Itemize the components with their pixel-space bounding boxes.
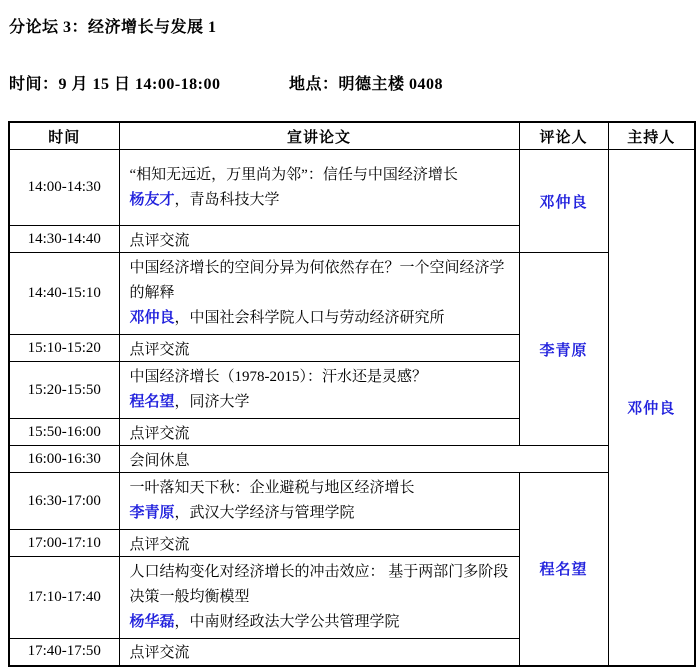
paper-author-line — [130, 390, 511, 415]
paper-cell — [119, 473, 519, 530]
session-time — [9, 76, 221, 93]
session-location — [289, 76, 443, 93]
paper-cell — [119, 253, 519, 335]
col-header-paper: 宣讲论文 — [119, 122, 519, 150]
paper-author: 李青原 — [129, 505, 175, 521]
paper-author-line — [130, 610, 511, 635]
paper-title: “相知无远近，万里尚为邻”：信任与中国经济增长 — [129, 166, 458, 183]
paper-author: 邓仲良 — [129, 310, 175, 326]
table-row — [9, 150, 695, 226]
paper-cell — [119, 362, 519, 419]
break-cell: 会间休息 — [119, 446, 608, 473]
paper-author-line — [130, 501, 511, 526]
paper-author: 程名望 — [129, 394, 175, 410]
time-cell: 14:40-15:10 — [9, 253, 119, 335]
col-header-host: 主持人 — [608, 122, 695, 150]
session-info — [9, 71, 692, 94]
time-label: 时间： — [9, 76, 59, 93]
activity-cell: 点评交流 — [119, 419, 519, 446]
location-value: 明德主楼 0408 — [338, 76, 444, 93]
paper-author: 杨友才 — [129, 191, 175, 208]
table-row — [9, 446, 695, 473]
paper-affiliation: ，青岛科技大学 — [174, 191, 280, 208]
time-cell: 17:00-17:10 — [9, 530, 119, 557]
paper-affiliation: ，武汉大学经济与管理学院 — [174, 505, 355, 521]
time-cell: 14:00-14:30 — [9, 150, 119, 226]
reviewer-cell: 李青原 — [519, 253, 608, 446]
paper-author-line — [130, 306, 511, 331]
host-cell: 邓仲良 — [608, 150, 695, 666]
time-cell: 15:50-16:00 — [9, 419, 119, 446]
table-row — [9, 253, 695, 335]
paper-title: 一叶落知天下秋：企业避税与地区经济增长 — [129, 480, 415, 496]
paper-author-line — [130, 188, 511, 213]
reviewer-cell: 程名望 — [519, 473, 608, 666]
paper-affiliation: ，同济大学 — [174, 394, 250, 410]
paper-affiliation: ，中国社会科学院人口与劳动经济研究所 — [174, 310, 445, 326]
forum-title: 分论坛 3：经济增长与发展 1 — [9, 19, 217, 36]
activity-cell: 点评交流 — [119, 530, 519, 557]
paper-title: 人口结构变化对经济增长的冲击效应： 基于两部门多阶段决策一般均衡模型 — [129, 564, 509, 605]
activity-cell: 点评交流 — [119, 639, 519, 666]
paper-title: 中国经济增长（1978-2015）：汗水还是灵感？ — [129, 369, 427, 385]
reviewer-cell: 邓仲良 — [519, 150, 608, 253]
time-cell: 17:40-17:50 — [9, 639, 119, 666]
header-row — [9, 122, 695, 150]
time-cell: 16:30-17:00 — [9, 473, 119, 530]
paper-cell — [119, 150, 519, 226]
col-header-time: 时间 — [9, 122, 119, 150]
activity-cell: 点评交流 — [119, 335, 519, 362]
col-header-reviewer: 评论人 — [519, 122, 608, 150]
time-cell: 15:10-15:20 — [9, 335, 119, 362]
time-cell: 17:10-17:40 — [9, 557, 119, 639]
paper-title: 中国经济增长的空间分异为何依然存在？一个空间经济学的解释 — [129, 260, 505, 301]
time-value: 9 月 15 日 14:00-18:00 — [58, 76, 221, 93]
paper-author: 杨华磊 — [129, 614, 175, 630]
time-cell: 15:20-15:50 — [9, 362, 119, 419]
location-label: 地点： — [289, 76, 339, 93]
activity-cell: 点评交流 — [119, 226, 519, 253]
time-cell: 14:30-14:40 — [9, 226, 119, 253]
table-row — [9, 473, 695, 530]
paper-affiliation: ，中南财经政法大学公共管理学院 — [174, 614, 400, 630]
paper-cell — [119, 557, 519, 639]
time-cell: 16:00-16:30 — [9, 446, 119, 473]
schedule-table — [8, 121, 696, 667]
